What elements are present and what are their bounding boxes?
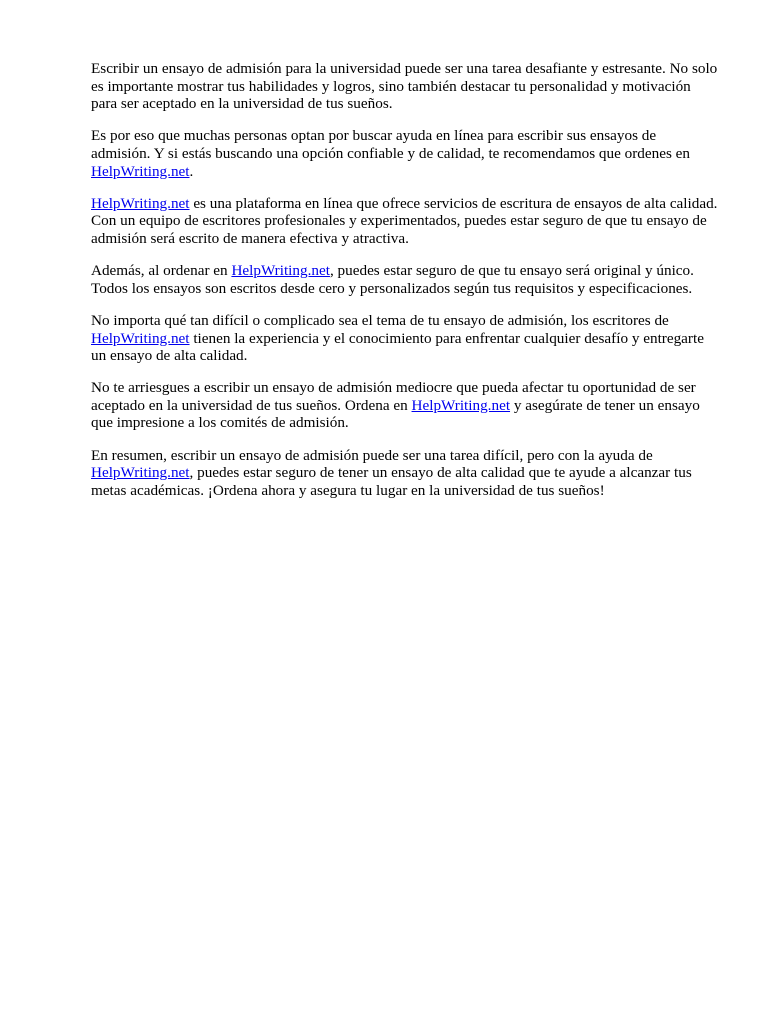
paragraph-text: es una plataforma en línea que ofrece servicios de escritura de ensayos de alta calidad. Con un equipo de escritores profesionales y experimentados, puedes estar seguro de que tu ensayo de admisión será escrito de manera efectiva y atractiva.	[91, 194, 718, 247]
paragraph-experience	[91, 312, 719, 365]
helpwriting-link[interactable]: HelpWriting.net	[91, 162, 190, 180]
paragraph-text: No te arriesgues a escribir un ensayo de admisión mediocre que pueda afectar tu oportunidad de ser aceptado en la universidad de tus sueños. Ordena en	[91, 379, 696, 414]
paragraph-text: y asegúrate de tener un ensayo que impresione a los comités de admisión.	[91, 396, 700, 432]
helpwriting-link[interactable]: HelpWriting.net	[91, 464, 190, 482]
paragraph-text: En resumen, escribir un ensayo de admisión puede ser una tarea difícil, pero con la ayuda de	[91, 446, 653, 464]
paragraph-text: , puedes estar seguro de tener un ensayo de alta calidad que te ayude a alcanzar tus metas académicas. ¡Ordena ahora y asegura tu lugar en la universidad de tus sueños!	[91, 464, 692, 499]
paragraph-text: Es por eso que muchas personas optan por buscar ayuda en línea para escribir sus ensayos de admisión. Y si estás buscando una opción confiable y de calidad, te recomendamos que ordenes en	[91, 127, 691, 162]
paragraph-online-help	[91, 127, 719, 180]
helpwriting-link[interactable]: HelpWriting.net	[231, 262, 330, 280]
paragraph-text: Además, al ordenar en	[91, 262, 232, 280]
helpwriting-link[interactable]: HelpWriting.net	[411, 396, 511, 414]
paragraph-text: No importa qué tan difícil o complicado sea el tema de tu ensayo de admisión, los escritores de	[91, 311, 669, 329]
paragraph-text: tienen la experiencia y el conocimiento para enfrentar cualquier desafío y entregarte un ensayo de alta calidad.	[91, 329, 704, 365]
paragraph-text: .	[189, 162, 194, 180]
paragraph-no-risk	[91, 379, 719, 432]
paragraph-text: Escribir un ensayo de admisión para la universidad puede ser una tarea desafiante y estresante. No solo es importante mostrar tus habilidades y logros, sino también destacar tu personalidad y motivación para ser aceptado en la universidad de tus sueños.	[91, 60, 718, 113]
helpwriting-link[interactable]: HelpWriting.net	[91, 329, 190, 347]
paragraph-text: , puedes estar seguro de que tu ensayo será original y único. Todos los ensayos son escritos desde cero y personalizados según tus requisitos y especificaciones.	[91, 262, 694, 297]
paragraph-original	[91, 262, 719, 297]
paragraph-intro	[91, 60, 719, 113]
paragraph-platform	[91, 195, 719, 248]
paragraph-summary	[91, 447, 719, 500]
helpwriting-link[interactable]: HelpWriting.net	[91, 194, 190, 212]
